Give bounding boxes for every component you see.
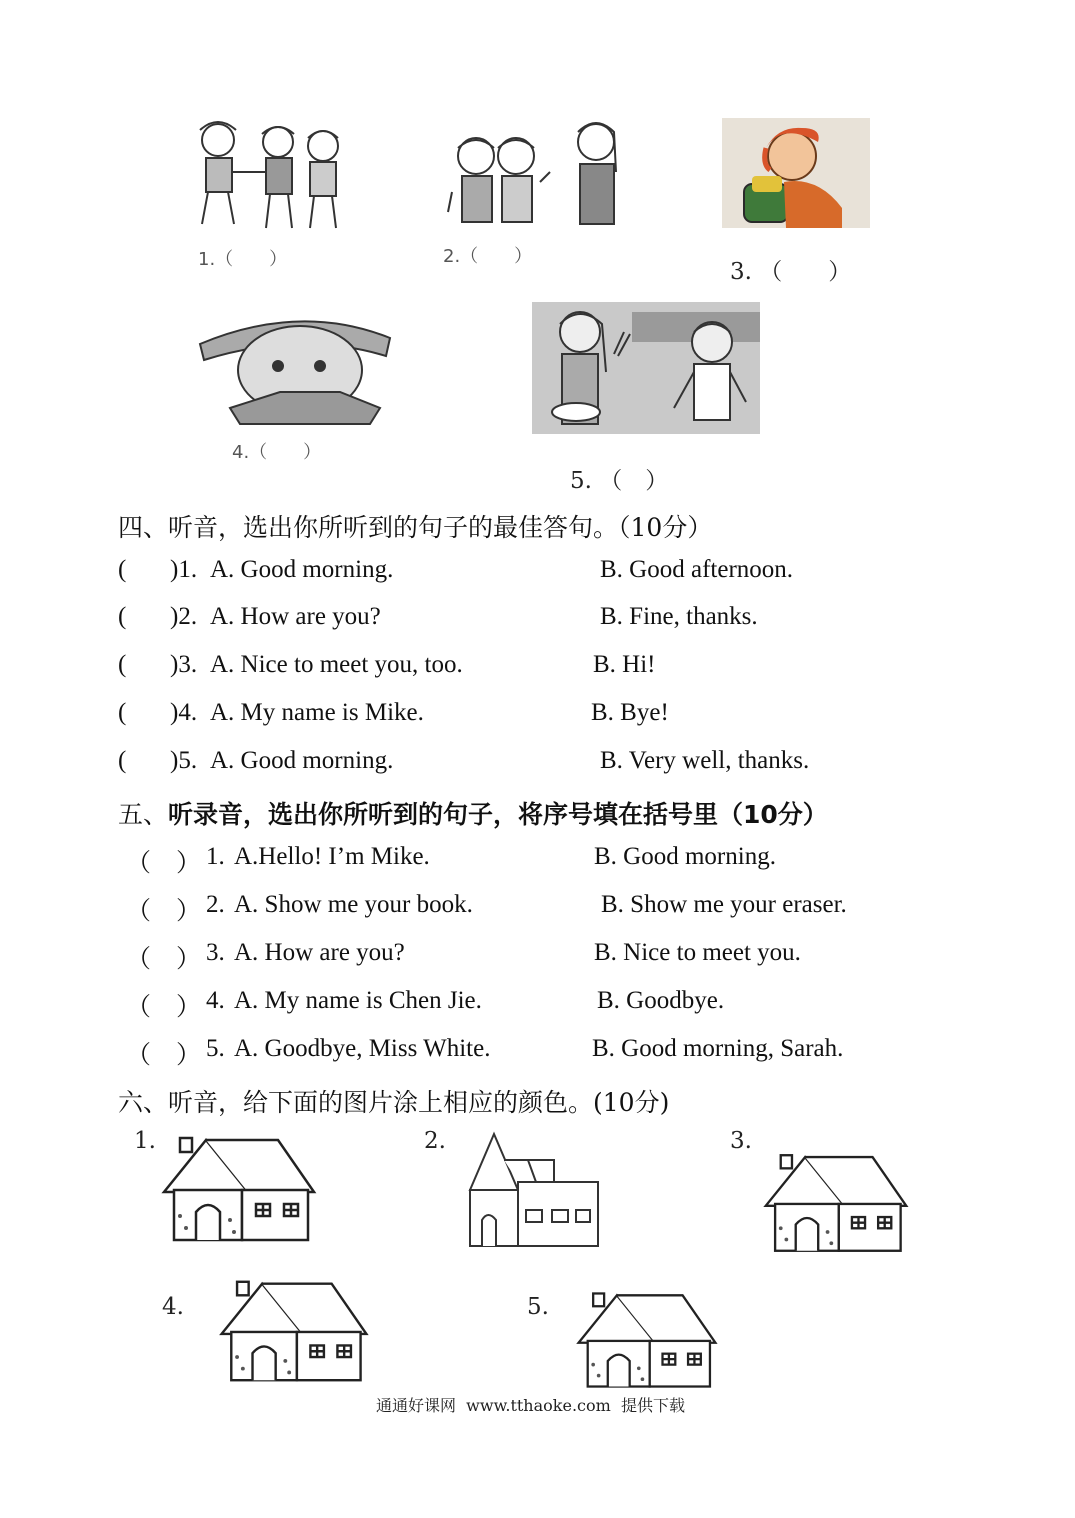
girls-greeting-picture bbox=[440, 112, 630, 232]
answer-bracket[interactable]: （ ） bbox=[126, 898, 202, 925]
house-2-picture[interactable] bbox=[466, 1130, 602, 1250]
option-b: B. Goodbye. bbox=[597, 987, 725, 1014]
item-number: 3. bbox=[206, 939, 225, 966]
section-6-title: 六、听音，给下面的图片涂上相应的颜色。(10分) bbox=[118, 1088, 670, 1117]
item-number: )4. bbox=[170, 699, 198, 726]
answer-bracket[interactable]: ( bbox=[118, 699, 127, 726]
house-5-label: 5. bbox=[527, 1294, 549, 1320]
girl-and-boy-picture bbox=[532, 302, 760, 434]
option-b: B. Good morning. bbox=[594, 843, 776, 870]
option-b: B. Very well, thanks. bbox=[600, 747, 810, 774]
item-number: 5. bbox=[206, 1035, 225, 1062]
house-3-picture[interactable] bbox=[762, 1146, 910, 1260]
option-a: A. How are you? bbox=[234, 939, 405, 966]
answer-bracket[interactable]: （ ） bbox=[126, 1042, 202, 1069]
section-5-title: 听录音，选出你所听到的句子，将序号填在括号里（10分） bbox=[168, 800, 828, 829]
section-5-header bbox=[118, 795, 828, 831]
section-5-prefix: 五、 bbox=[118, 800, 169, 829]
picture-4-label: 4.（ ） bbox=[232, 442, 322, 463]
option-a: A. My name is Chen Jie. bbox=[234, 987, 482, 1014]
option-a: A. Goodbye, Miss White. bbox=[234, 1035, 491, 1062]
option-a: A. Good morning. bbox=[210, 747, 394, 774]
item-number: 4. bbox=[206, 987, 225, 1014]
option-a: A.Hello! I’m Mike. bbox=[234, 843, 430, 870]
option-b: B. Hi! bbox=[593, 651, 656, 678]
picture-1-label: 1.（ ） bbox=[198, 249, 288, 270]
answer-bracket[interactable]: ( bbox=[118, 747, 127, 774]
house-1-label: 1. bbox=[134, 1128, 156, 1154]
option-b: B. Bye! bbox=[591, 699, 669, 726]
house-5-picture[interactable] bbox=[574, 1288, 720, 1392]
section-4-title: 四、听音，选出你所听到的句子的最佳答句。（10分） bbox=[118, 513, 713, 542]
item-number: )5. bbox=[170, 747, 198, 774]
option-b: B. Good afternoon. bbox=[600, 556, 794, 583]
house-4-label: 4. bbox=[162, 1294, 184, 1320]
answer-bracket[interactable]: （ ） bbox=[126, 850, 202, 877]
picture-5-label: 5. （ ） bbox=[570, 468, 669, 494]
option-a: A. How are you? bbox=[210, 603, 381, 630]
picture-2-label: 2.（ ） bbox=[443, 246, 533, 267]
item-number: 1. bbox=[206, 843, 225, 870]
item-number: )3. bbox=[170, 651, 198, 678]
option-b: B. Good morning, Sarah. bbox=[592, 1035, 844, 1062]
house-1-picture[interactable] bbox=[160, 1132, 318, 1246]
answer-bracket[interactable]: ( bbox=[118, 556, 127, 583]
house-2-label: 2. bbox=[424, 1128, 446, 1154]
item-number: )2. bbox=[170, 603, 198, 630]
option-b: B. Show me your eraser. bbox=[601, 891, 847, 918]
footer-source: 通通好课网 www.tthaoke.com 提供下载 bbox=[376, 1396, 685, 1415]
option-a: A. Show me your book. bbox=[234, 891, 473, 918]
answer-bracket[interactable]: （ ） bbox=[126, 946, 202, 973]
option-a: A. Nice to meet you, too. bbox=[210, 651, 463, 678]
answer-bracket[interactable]: （ ） bbox=[126, 994, 202, 1021]
option-b: B. Fine, thanks. bbox=[600, 603, 758, 630]
answer-bracket[interactable]: ( bbox=[118, 603, 127, 630]
item-number: )1. bbox=[170, 556, 198, 583]
house-3-label: 3. bbox=[730, 1128, 752, 1154]
option-b: B. Nice to meet you. bbox=[594, 939, 801, 966]
option-a: A. My name is Mike. bbox=[210, 699, 424, 726]
house-4-picture[interactable] bbox=[216, 1276, 372, 1386]
boy-with-backpack-picture bbox=[722, 118, 870, 228]
kids-group-picture bbox=[178, 112, 358, 236]
picture-3-label: 3. （ ） bbox=[730, 259, 852, 285]
boy-with-fan-picture bbox=[190, 308, 410, 426]
option-a: A. Good morning. bbox=[210, 556, 394, 583]
item-number: 2. bbox=[206, 891, 225, 918]
answer-bracket[interactable]: ( bbox=[118, 651, 127, 678]
